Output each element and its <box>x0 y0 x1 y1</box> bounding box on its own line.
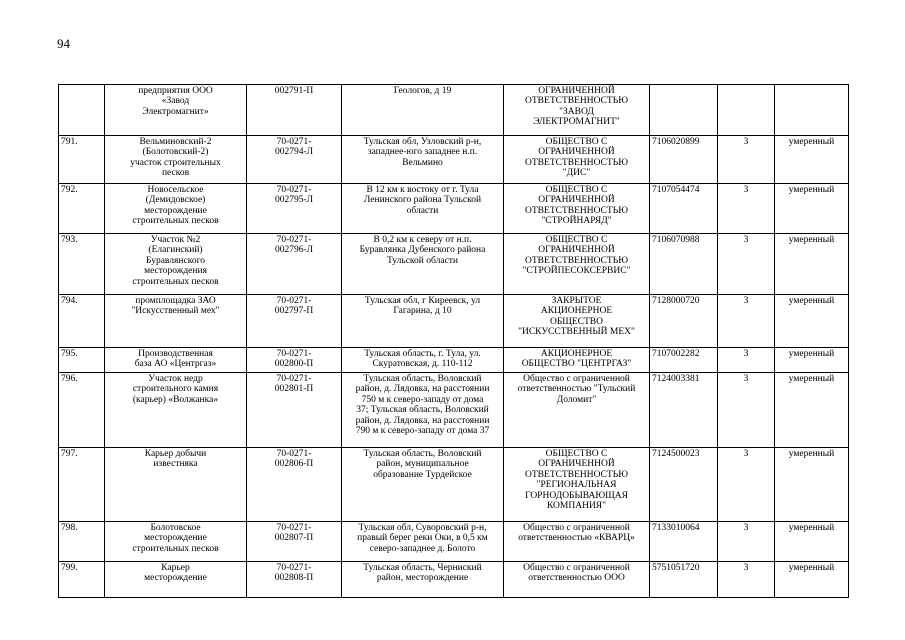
cell-text-line: 37; Тульская область, Воловский <box>356 405 489 416</box>
cell-text-line: области <box>406 205 439 216</box>
cell-text-line: Тульской области <box>386 255 459 266</box>
table-row <box>59 234 849 295</box>
table-row <box>59 348 849 373</box>
cell-text: 793. <box>61 235 78 245</box>
row-number-cell <box>59 373 105 448</box>
row-number-cell <box>59 562 105 598</box>
cell-text-line: 70-0271- <box>276 296 312 306</box>
cell-text-line: ОГРАНИЧЕННОЙ <box>538 459 615 470</box>
cell-text-line: ответственностью ООО <box>528 573 625 584</box>
cell-text: 792. <box>61 185 78 195</box>
cell-text: 7107054474 <box>652 185 700 195</box>
inn-cell <box>650 373 718 448</box>
cell-text: 794. <box>61 296 78 306</box>
cell-text: 7106070988 <box>652 235 700 245</box>
cell-text-line: Электромагнит» <box>142 106 209 117</box>
object-name-cell <box>105 373 247 448</box>
cell-text-line: 70-0271- <box>276 349 312 359</box>
cell-text-line: 70-0271- <box>276 137 312 147</box>
cell-text-line: западнее-юго западнее н.п. <box>367 147 478 158</box>
cell-text-line: "СТРОЙПЕСОКСЕРВИС" <box>522 266 631 277</box>
category-cell <box>718 85 775 136</box>
cell-text-line: Участок недр <box>148 374 203 384</box>
inn-cell <box>650 562 718 598</box>
cell-text-line: КОМПАНИЯ" <box>546 501 607 512</box>
address-cell <box>342 234 504 295</box>
cell-text-line: месторождение <box>144 205 207 216</box>
cell-text-line: ОБЩЕСТВО С <box>545 185 608 195</box>
inn-cell <box>650 136 718 184</box>
cell-text-line: 750 м к северо-западу от дома <box>361 394 484 405</box>
object-code-cell <box>247 448 342 522</box>
cell-text: 3 <box>743 296 749 306</box>
inn-cell <box>650 522 718 562</box>
cell-text: 3 <box>743 185 749 195</box>
cell-text-line: В 0,2 км к северу от н.п. <box>373 235 472 245</box>
table-row <box>59 373 849 448</box>
cell-text-line: район, д. Лядовка, на расстоянии <box>355 415 490 426</box>
cell-text-line: 70-0271- <box>276 235 312 245</box>
cell-text: 7133010064 <box>652 523 700 533</box>
cell-text-line: Тульская область, Черниский <box>363 563 482 573</box>
cell-text-line: 70-0271- <box>276 563 312 573</box>
inn-cell <box>650 448 718 522</box>
cell-text-line: ЭЛЕКТРОМАГНИТ" <box>533 117 620 128</box>
category-cell <box>718 136 775 184</box>
cell-text-line: (Елагинский) <box>148 245 203 256</box>
organization-cell <box>504 448 650 522</box>
cell-text-line: ОТВЕТСТВЕННОСТЬЮ <box>525 255 628 266</box>
cell-text-line: район, д. Лядовка, на расстоянии <box>355 384 490 395</box>
cell-text-line: ОТВЕТСТВЕННОСТЬЮ <box>525 96 628 107</box>
cell-text-line: 70-0271- <box>276 449 312 459</box>
cell-text: 799. <box>61 563 78 573</box>
organization-cell <box>504 184 650 234</box>
cell-text-line: "СТРОЙНАРЯД" <box>541 216 612 227</box>
table-row <box>59 522 849 562</box>
registry-table <box>58 84 849 598</box>
cell-text-line: Геологов, д 19 <box>393 86 452 96</box>
cell-text-line: Тульская обл, г Киреевск, ул <box>364 296 481 306</box>
cell-text-line: участок строительных <box>130 157 221 168</box>
object-name-cell <box>105 184 247 234</box>
cell-text-line: 002806-П <box>274 459 314 470</box>
cell-text-line: Буравлянского <box>146 255 205 266</box>
object-name-cell <box>105 295 247 348</box>
object-code-cell <box>247 85 342 136</box>
organization-cell <box>504 348 650 373</box>
risk-level-cell <box>775 522 849 562</box>
cell-text-line: северо-западнее д. Болото <box>369 543 476 554</box>
object-name-cell <box>105 85 247 136</box>
address-cell <box>342 562 504 598</box>
organization-cell <box>504 562 650 598</box>
cell-text-line: Общество с ограниченной <box>523 374 630 384</box>
cell-text-line: 002808-П <box>274 573 314 584</box>
category-cell <box>718 448 775 522</box>
cell-text-line: район, месторождение <box>376 573 469 584</box>
cell-text: 3 <box>743 235 749 245</box>
risk-level-cell <box>775 448 849 522</box>
cell-text-line: Вельминовский-2 <box>139 137 212 147</box>
cell-text-line: строительных песков <box>132 543 219 554</box>
cell-text-line: Тульская область, г. Тула, ул. <box>364 349 481 359</box>
cell-text-line: район, муниципальное <box>376 459 469 470</box>
object-code-cell <box>247 184 342 234</box>
cell-text-line: ОГРАНИЧЕННОЙ <box>538 245 615 256</box>
cell-text-line: "ДИС" <box>562 168 591 179</box>
cell-text-line: (карьер) «Волжанка» <box>132 394 219 405</box>
organization-cell <box>504 373 650 448</box>
cell-text-line: ответственностью «КВАРЦ» <box>518 533 635 544</box>
cell-text-line: (Болотовский-2) <box>142 147 209 158</box>
object-name-cell <box>105 136 247 184</box>
cell-text-line: предприятия ООО <box>138 86 213 96</box>
cell-text-line: Болотовское <box>150 523 201 533</box>
cell-text-line: месторождение <box>144 573 207 584</box>
risk-level-cell <box>775 373 849 448</box>
risk-level-cell <box>775 348 849 373</box>
inn-cell <box>650 295 718 348</box>
cell-text-line: ОБЩЕСТВО С <box>545 137 608 147</box>
row-number-cell <box>59 85 105 136</box>
cell-text-line: ответственностью "Тульский <box>517 384 636 395</box>
cell-text: умеренный <box>788 449 835 459</box>
cell-text-line: «Завод <box>161 96 190 107</box>
risk-level-cell <box>775 234 849 295</box>
object-code-cell <box>247 295 342 348</box>
risk-level-cell <box>775 562 849 598</box>
cell-text: 795. <box>61 349 78 359</box>
object-name-cell <box>105 562 247 598</box>
cell-text: 7107002282 <box>652 349 700 359</box>
object-code-cell <box>247 234 342 295</box>
inn-cell <box>650 348 718 373</box>
cell-text-line: месторождение <box>144 533 207 544</box>
cell-text-line: ОБЩЕСТВО "ЦЕНТРГАЗ" <box>521 359 632 370</box>
organization-cell <box>504 295 650 348</box>
cell-text: умеренный <box>788 137 835 147</box>
object-code-cell <box>247 562 342 598</box>
cell-text: 3 <box>743 563 749 573</box>
cell-text-line: промплощадка ЗАО <box>135 296 216 306</box>
table-row <box>59 136 849 184</box>
object-name-cell <box>105 234 247 295</box>
cell-text-line: В 12 км к востоку от г. Тула <box>366 185 479 195</box>
row-number-cell <box>59 295 105 348</box>
cell-text-line: база АО «Центргаз» <box>134 359 217 370</box>
cell-text-line: известняка <box>153 459 198 470</box>
category-cell <box>718 522 775 562</box>
object-code-cell <box>247 373 342 448</box>
cell-text-line: образование Турдейское <box>373 469 472 480</box>
organization-cell <box>504 234 650 295</box>
cell-text-line: ОТВЕТСТВЕННОСТЬЮ <box>525 469 628 480</box>
inn-cell <box>650 234 718 295</box>
row-number-cell <box>59 348 105 373</box>
table-row <box>59 295 849 348</box>
cell-text-line: Тульская обл, Узловский р-н, <box>363 137 482 147</box>
row-number-cell <box>59 136 105 184</box>
organization-cell <box>504 136 650 184</box>
address-cell <box>342 522 504 562</box>
cell-text-line: 002797-П <box>274 306 314 317</box>
cell-text-line: Вельмино <box>402 157 443 168</box>
cell-text: умеренный <box>788 563 835 573</box>
cell-text-line: 002794-Л <box>274 147 314 158</box>
cell-text-line: Участок №2 <box>150 235 201 245</box>
cell-text: 3 <box>743 523 749 533</box>
cell-text: 7124500023 <box>652 449 700 459</box>
cell-text-line: ОБЩЕСТВО <box>549 316 604 327</box>
row-number-cell <box>59 234 105 295</box>
category-cell <box>718 234 775 295</box>
cell-text-line: Ленинского района Тульской <box>363 195 482 206</box>
cell-text-line: ОГРАНИЧЕННОЙ <box>538 86 615 96</box>
cell-text: 3 <box>743 374 749 384</box>
cell-text-line: ОБЩЕСТВО С <box>545 235 608 245</box>
cell-text: умеренный <box>788 523 835 533</box>
cell-text-line: 002801-П <box>274 384 314 395</box>
address-cell <box>342 184 504 234</box>
cell-text-line: "Искусственный мех" <box>131 306 220 317</box>
object-code-cell <box>247 348 342 373</box>
object-name-cell <box>105 348 247 373</box>
cell-text-line: Тульская область, Воловский <box>363 374 482 384</box>
category-cell <box>718 184 775 234</box>
cell-text-line: ОТВЕТСТВЕННОСТЬЮ <box>525 157 628 168</box>
inn-cell <box>650 85 718 136</box>
table-row <box>59 184 849 234</box>
cell-text-line: Новосельское <box>147 185 204 195</box>
cell-text-line: Тульская обл, Суворовский р-н, <box>358 523 487 533</box>
cell-text-line: Карьер <box>161 563 190 573</box>
cell-text: 3 <box>743 349 749 359</box>
category-cell <box>718 295 775 348</box>
registry-body <box>59 85 849 598</box>
cell-text-line: "РЕГИОНАЛЬНАЯ <box>536 480 617 491</box>
cell-text-line: 70-0271- <box>276 185 312 195</box>
risk-level-cell <box>775 85 849 136</box>
cell-text: умеренный <box>788 235 835 245</box>
category-cell <box>718 373 775 448</box>
risk-level-cell <box>775 136 849 184</box>
address-cell <box>342 85 504 136</box>
cell-text-line: Общество с ограниченной <box>523 523 630 533</box>
cell-text-line: "ЗАВОД <box>559 106 594 117</box>
cell-text-line: ОГРАНИЧЕННОЙ <box>538 195 615 206</box>
cell-text-line: Доломит" <box>556 394 597 405</box>
address-cell <box>342 295 504 348</box>
cell-text: умеренный <box>788 349 835 359</box>
object-code-cell <box>247 136 342 184</box>
organization-cell <box>504 85 650 136</box>
cell-text: 5751051720 <box>652 563 700 573</box>
cell-text-line: 002795-Л <box>274 195 314 206</box>
address-cell <box>342 348 504 373</box>
cell-text-line: 70-0271- <box>276 523 312 533</box>
row-number-cell <box>59 184 105 234</box>
cell-text-line: 002800-П <box>274 359 314 370</box>
cell-text-line: ОТВЕТСТВЕННОСТЬЮ <box>525 205 628 216</box>
cell-text-line: (Демидовское) <box>145 195 206 206</box>
cell-text: умеренный <box>788 185 835 195</box>
cell-text-line: Тульская область, Воловский <box>363 449 482 459</box>
cell-text-line: строительного камня <box>132 384 219 395</box>
cell-text-line: Скуратовская, д. 110-112 <box>372 359 473 370</box>
organization-cell <box>504 522 650 562</box>
address-cell <box>342 373 504 448</box>
cell-text-line: ГОРНОДОБЫВАЮЩАЯ <box>525 490 628 501</box>
cell-text: 7128000720 <box>652 296 700 306</box>
cell-text: 791. <box>61 137 78 147</box>
row-number-cell <box>59 448 105 522</box>
cell-text-line: 002796-Л <box>274 245 314 256</box>
cell-text-line: ЗАКРЫТОЕ <box>551 296 602 306</box>
cell-text: 796. <box>61 374 78 384</box>
cell-text-line: Карьер добычи <box>144 449 207 459</box>
object-name-cell <box>105 522 247 562</box>
cell-text-line: строительных песков <box>132 216 219 227</box>
table-row <box>59 562 849 598</box>
cell-text-line: АКЦИОНЕРНОЕ <box>540 306 613 317</box>
cell-text-line: "ИСКУССТВЕННЫЙ МЕХ" <box>518 327 635 338</box>
cell-text: 798. <box>61 523 78 533</box>
cell-text: 3 <box>743 449 749 459</box>
cell-text-line: ОБЩЕСТВО С <box>545 449 608 459</box>
cell-text-line: правый берег реки Оки, в 0,5 км <box>357 533 488 544</box>
object-code-cell <box>247 522 342 562</box>
cell-text-line: месторождения <box>144 266 207 277</box>
cell-text-line: 790 м к северо-западу от дома 37 <box>355 426 490 437</box>
cell-text-line: Гагарина, д 10 <box>393 306 452 317</box>
cell-text-line: АКЦИОНЕРНОЕ <box>540 349 613 359</box>
address-cell <box>342 136 504 184</box>
cell-text: 7124003381 <box>652 374 700 384</box>
cell-text-line: 002791-П <box>274 86 314 96</box>
category-cell <box>718 562 775 598</box>
cell-text-line: ОГРАНИЧЕННОЙ <box>538 147 615 158</box>
row-number-cell <box>59 522 105 562</box>
risk-level-cell <box>775 295 849 348</box>
cell-text: 797. <box>61 449 78 459</box>
cell-text-line: Производственная <box>138 349 213 359</box>
cell-text-line: песков <box>161 168 190 179</box>
cell-text-line: строительных песков <box>132 276 219 287</box>
cell-text-line: Общество с ограниченной <box>523 563 630 573</box>
cell-text-line: Буравлянка Дубенского района <box>359 245 486 256</box>
cell-text: 7106020899 <box>652 137 700 147</box>
cell-text-line: 002807-П <box>274 533 314 544</box>
cell-text: умеренный <box>788 296 835 306</box>
cell-text-line: 70-0271- <box>276 374 312 384</box>
cell-text: умеренный <box>788 374 835 384</box>
inn-cell <box>650 184 718 234</box>
risk-level-cell <box>775 184 849 234</box>
cell-text: 3 <box>743 137 749 147</box>
page-number: 94 <box>57 36 70 51</box>
table-row <box>59 85 849 136</box>
address-cell <box>342 448 504 522</box>
object-name-cell <box>105 448 247 522</box>
category-cell <box>718 348 775 373</box>
table-row <box>59 448 849 522</box>
